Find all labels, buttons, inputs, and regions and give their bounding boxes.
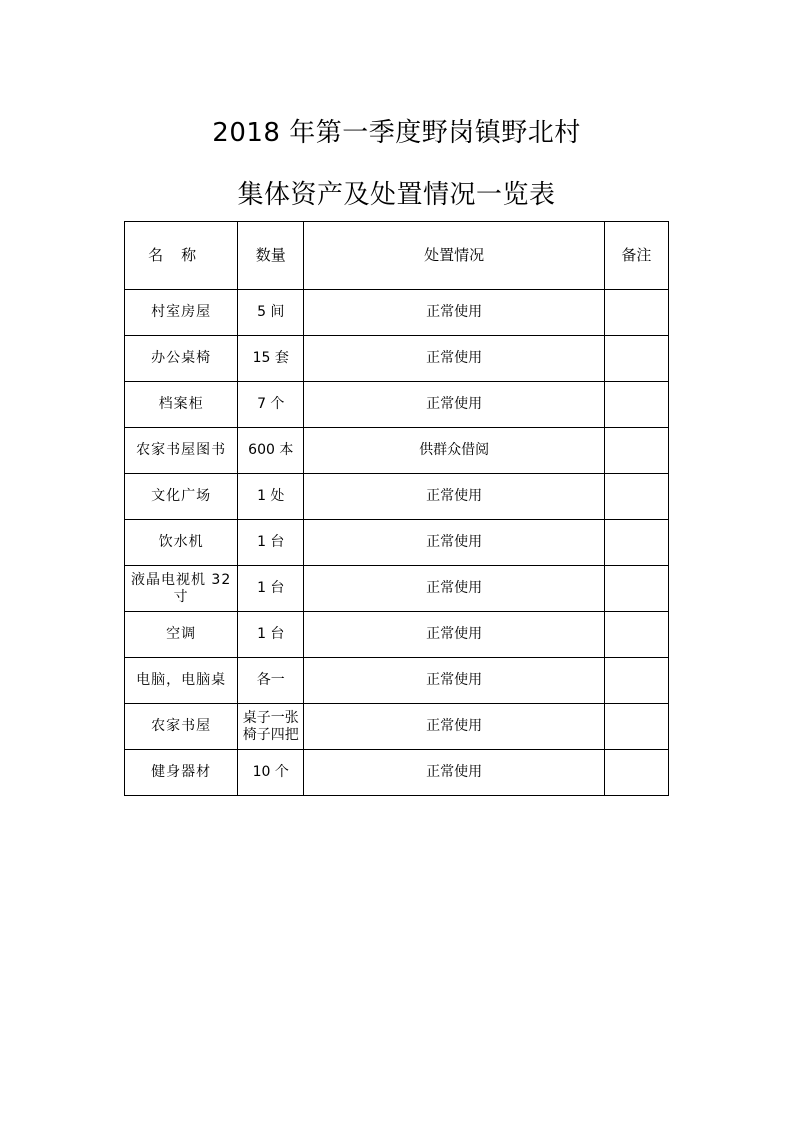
cell-name: 空调 <box>125 612 238 658</box>
table-row <box>125 336 669 382</box>
table-row <box>125 520 669 566</box>
cell-note <box>604 336 668 382</box>
table-row <box>125 428 669 474</box>
table-row <box>125 750 669 796</box>
document-title-line2: 集体资产及处置情况一览表 <box>237 180 556 210</box>
cell-status: 正常使用 <box>304 704 605 750</box>
table-row <box>125 658 669 704</box>
cell-status: 正常使用 <box>304 382 605 428</box>
header-quantity: 数量 <box>238 222 304 290</box>
cell-status: 正常使用 <box>304 474 605 520</box>
cell-name: 电脑，电脑桌 <box>125 658 238 704</box>
document-title-line1: 2018 年第一季度野岗镇野北村 <box>212 118 581 148</box>
cell-quantity: 15 套 <box>238 336 304 382</box>
cell-quantity: 7 个 <box>238 382 304 428</box>
cell-quantity: 各一 <box>238 658 304 704</box>
table-row <box>125 566 669 612</box>
cell-quantity: 10 个 <box>238 750 304 796</box>
cell-status: 正常使用 <box>304 612 605 658</box>
cell-name: 农家书屋图书 <box>125 428 238 474</box>
cell-note <box>604 520 668 566</box>
cell-quantity: 1 台 <box>238 566 304 612</box>
table-row <box>125 382 669 428</box>
cell-name: 液晶电视机 32 寸 <box>125 566 238 612</box>
cell-note <box>604 382 668 428</box>
cell-quantity: 桌子一张椅子四把 <box>238 704 304 750</box>
cell-name: 健身器材 <box>125 750 238 796</box>
header-note: 备注 <box>604 222 668 290</box>
cell-note <box>604 612 668 658</box>
cell-quantity: 1 台 <box>238 520 304 566</box>
cell-name: 农家书屋 <box>125 704 238 750</box>
cell-quantity: 600 本 <box>238 428 304 474</box>
cell-status: 正常使用 <box>304 520 605 566</box>
cell-note <box>604 566 668 612</box>
cell-status: 正常使用 <box>304 290 605 336</box>
table-row <box>125 290 669 336</box>
header-name: 名称 <box>125 222 238 290</box>
cell-name: 文化广场 <box>125 474 238 520</box>
cell-quantity: 1 处 <box>238 474 304 520</box>
cell-name: 饮水机 <box>125 520 238 566</box>
cell-quantity: 5 间 <box>238 290 304 336</box>
cell-status: 正常使用 <box>304 658 605 704</box>
cell-note <box>604 658 668 704</box>
cell-status: 正常使用 <box>304 336 605 382</box>
table-header-row <box>125 222 669 290</box>
cell-note <box>604 290 668 336</box>
cell-status: 供群众借阅 <box>304 428 605 474</box>
cell-note <box>604 474 668 520</box>
cell-status: 正常使用 <box>304 566 605 612</box>
cell-status: 正常使用 <box>304 750 605 796</box>
cell-quantity: 1 台 <box>238 612 304 658</box>
cell-note <box>604 428 668 474</box>
table-row <box>125 704 669 750</box>
table-row <box>125 474 669 520</box>
cell-note <box>604 704 668 750</box>
header-status: 处置情况 <box>304 222 605 290</box>
cell-name: 村室房屋 <box>125 290 238 336</box>
asset-table <box>124 221 669 796</box>
cell-name: 档案柜 <box>125 382 238 428</box>
cell-name: 办公桌椅 <box>125 336 238 382</box>
cell-note <box>604 750 668 796</box>
table-row <box>125 612 669 658</box>
